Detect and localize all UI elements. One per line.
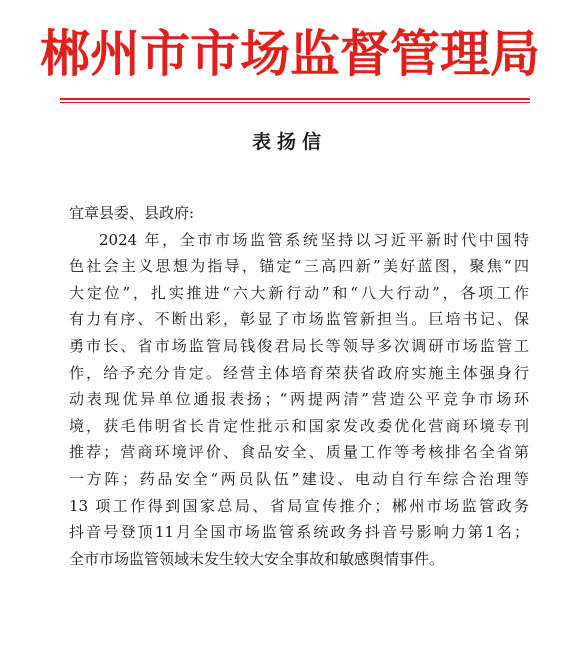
paragraph-line: 大定位”，扎实推进“六大新行动”和“八大行动”，各项工作 <box>69 283 529 302</box>
paragraph-line: 2024 年，全市市场监管系统坚持以习近平新时代中国特 <box>99 230 529 249</box>
paragraph-line: 抖音号登顶11月全国市场监管系统政务抖音号影响力第1名； <box>69 523 529 542</box>
document-body <box>69 200 529 572</box>
paragraph-line: 13 项工作得到国家总局、省局宣传推介；郴州市场监管政务 <box>69 496 529 515</box>
letterhead-divider-thick <box>60 98 530 100</box>
salutation: 宜章县委、县政府: <box>69 204 195 222</box>
document-title: 表扬信 <box>251 131 327 153</box>
paragraph-line: 色社会主义思想为指导，锚定“三高四新”美好蓝图，聚焦“四 <box>69 257 529 276</box>
paragraph-line: 勇市长、省市场监管局钱俊君局长等领导多次调研市场监管工 <box>69 336 529 355</box>
letterhead-divider-thin <box>60 102 530 103</box>
paragraph-line: 有力有序、不断出彩，彰显了市场监管新担当。巨培书记、保 <box>69 310 529 329</box>
paragraph-line: 推荐；营商环境评价、食品安全、质量工作等考核排名全省第 <box>69 443 529 462</box>
paragraph-line: 一方阵；药品安全“两员队伍”建设、电动自行车综合治理等 <box>69 469 529 488</box>
paragraph-line: 作，给予充分肯定。经营主体培育荣获省政府实施主体强身行 <box>69 363 529 382</box>
paragraph-line: 全市市场监管领域未发生较大安全事故和敏感舆情事件。 <box>69 549 445 568</box>
paragraph-line: 动表现优异单位通报表扬；“两提两清”营造公平竞争市场环 <box>69 390 529 409</box>
paragraph-line: 境，获毛伟明省长肯定性批示和国家发改委优化营商环境专刊 <box>69 416 529 435</box>
letterhead-org-name: 郴州市市场监督管理局 <box>40 24 540 83</box>
